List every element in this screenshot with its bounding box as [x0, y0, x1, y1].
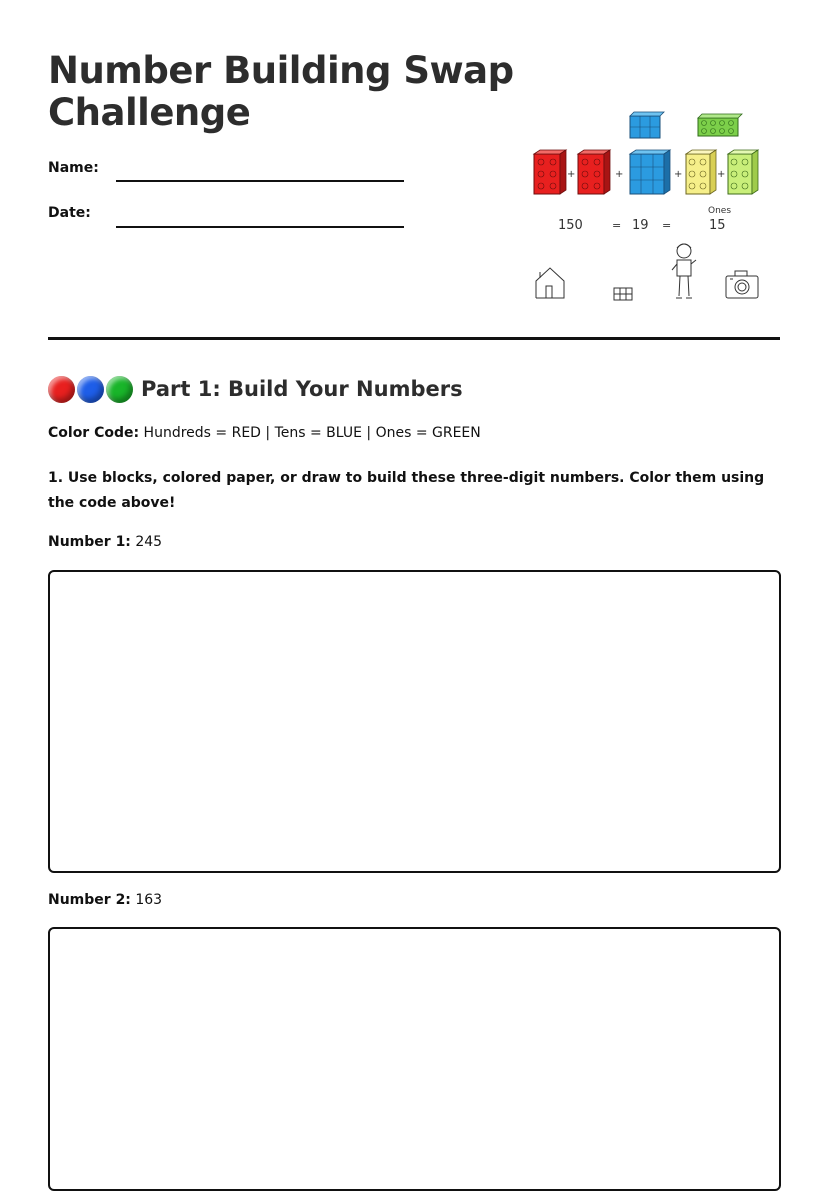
number-1-prompt: [48, 534, 162, 550]
plus-sign: +: [615, 169, 624, 180]
number-2-value: 163: [130, 892, 163, 908]
title-line-1: Number Building Swap: [48, 49, 514, 92]
red-circle-icon: [48, 376, 75, 403]
number-2-prompt: [48, 892, 162, 908]
ones-block-lime: [728, 150, 758, 194]
ones-block-top: [698, 114, 742, 136]
house-icon: [536, 268, 564, 298]
ones-block-yellow: [686, 150, 716, 194]
name-label: Name:: [48, 160, 99, 176]
part1-title: Part 1: Build Your Numbers: [141, 377, 463, 401]
number-1-value: 245: [130, 534, 163, 550]
color-code-label: Color Code:: [48, 425, 140, 441]
hundreds-block-2: [578, 150, 610, 194]
tens-block: [630, 150, 670, 194]
number-1-drawing-box[interactable]: [48, 570, 781, 873]
date-label: Date:: [48, 205, 91, 221]
hundreds-block-1: [534, 150, 566, 194]
color-code-text: Hundreds = RED | Tens = BLUE | Ones = GREEN: [139, 425, 481, 441]
number-1-label: Number 1:: [48, 534, 131, 550]
date-line[interactable]: [116, 226, 404, 228]
equals-sign: =: [662, 219, 672, 232]
header-divider: [48, 337, 780, 340]
green-circle-icon: [106, 376, 133, 403]
instruction-1: 1. Use blocks, colored paper, or draw to build these three-digit numbers. Color them using the code above!: [48, 470, 765, 511]
value-19: 19: [632, 218, 649, 233]
place-value-blocks-illustration: [526, 108, 766, 308]
plus-sign: +: [717, 169, 726, 180]
camera-icon: [726, 271, 758, 298]
title-line-2: Challenge: [48, 91, 251, 134]
ones-label: Ones: [708, 206, 732, 216]
color-code: [48, 425, 481, 441]
tens-block-top: [630, 112, 664, 138]
blue-circle-icon: [77, 376, 104, 403]
number-2-label: Number 2:: [48, 892, 131, 908]
value-15: 15: [709, 218, 726, 233]
equals-sign: =: [612, 219, 622, 232]
grid-icon: [614, 288, 632, 300]
plus-sign: +: [567, 169, 576, 180]
plus-sign: +: [674, 169, 683, 180]
number-2-drawing-box[interactable]: [48, 927, 781, 1191]
value-150: 150: [558, 218, 583, 233]
worksheet-title: [48, 50, 518, 134]
part1-heading: [48, 374, 463, 404]
boy-figure: [672, 244, 696, 298]
name-line[interactable]: [116, 180, 404, 182]
